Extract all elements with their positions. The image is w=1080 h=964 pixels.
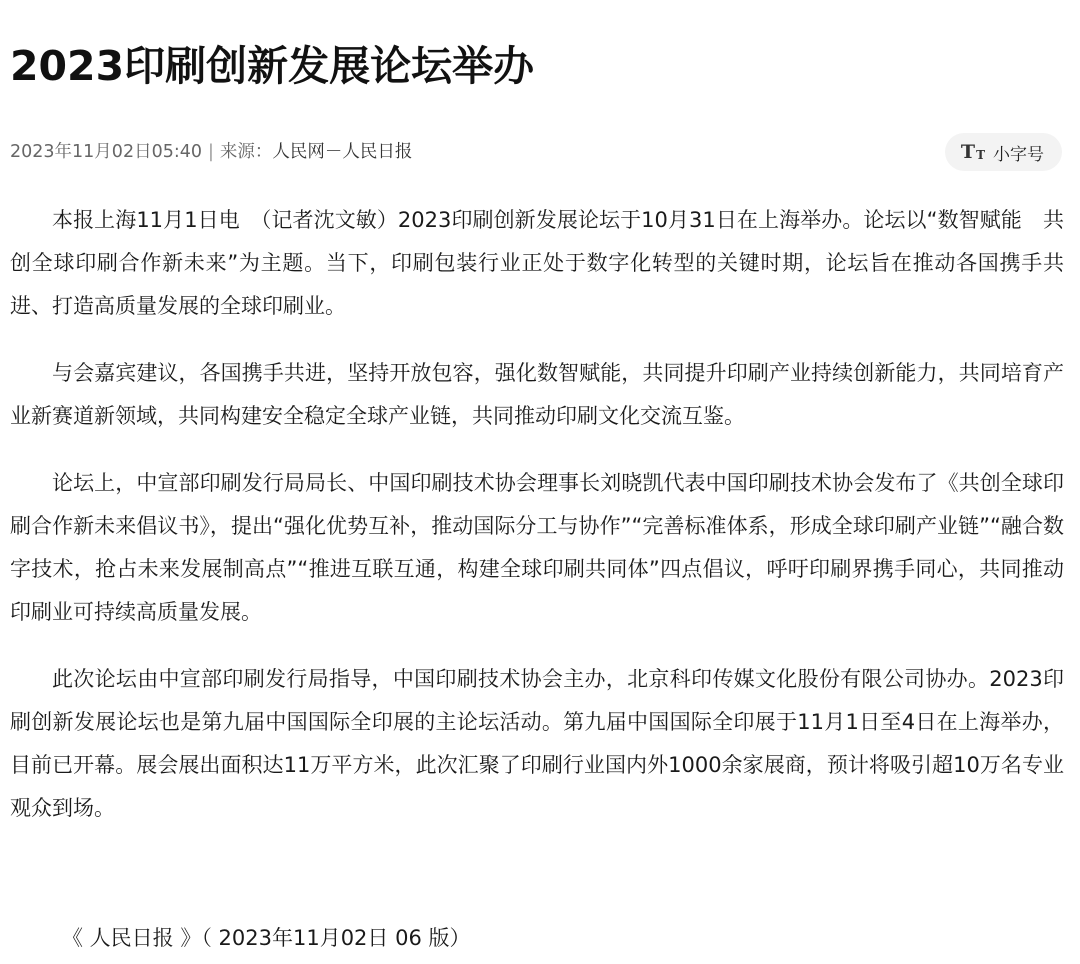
text-size-icon-big: T (960, 140, 976, 163)
text-size-icon (960, 140, 985, 163)
font-size-toggle-button[interactable] (945, 133, 1062, 171)
article-paragraph-2: 与会嘉宾建议，各国携手共进，坚持开放包容，强化数智赋能，共同提升印刷产业持续创新能力，共同培育产业新赛道新领域，共同构建安全稳定全球产业链，共同推动印刷文化交流互鉴。 (10, 361, 1064, 428)
source-value[interactable]: 人民网－人民日报 (272, 142, 413, 162)
article-body (10, 199, 1064, 854)
article-meta (10, 137, 1062, 169)
text-size-icon-small: T (976, 147, 985, 162)
publish-datetime: 2023年11月02日05:40 (10, 142, 203, 162)
source-label: 来源： (219, 142, 273, 162)
article-paragraph-3: 论坛上，中宣部印刷发行局局长、中国印刷技术协会理事长刘晓凯代表中国印刷技术协会发布了《共创全球印刷合作新未来倡议书》，提出“强化优势互补，推动国际分工与协作”“完善标准体系，形成全球印刷产业链”“融合数字技术，抢占未来发展制高点”“推进互联互通，构建全球印刷共同体”四点倡议，呼吁印刷界携手同心，共同推动印刷业可持续高质量发展。 (10, 471, 1064, 624)
font-size-toggle-label: 小字号 (993, 144, 1044, 165)
publication-citation: 《 人民日报 》（ 2023年11月02日 06 版） (62, 926, 471, 950)
article-paragraph-1: 本报上海11月1日电 （记者沈文敏）2023印刷创新发展论坛于10月31日在上海举办。论坛以“数智赋能 共创全球印刷合作新未来”为主题。当下，印刷包装行业正处于数字化转型的关键时期，论坛旨在推动各国携手共进、打造高质量发展的全球印刷业。 (10, 208, 1064, 318)
meta-line (10, 137, 412, 167)
meta-separator: | (208, 142, 214, 162)
article-title: 2023印刷创新发展论坛举办 (10, 42, 535, 90)
article-paragraph-4: 此次论坛由中宣部印刷发行局指导，中国印刷技术协会主办，北京科印传媒文化股份有限公司协办。2023印刷创新发展论坛也是第九届中国国际全印展的主论坛活动。第九届中国国际全印展于11月1日至4日在上海举办，目前已开幕。展会展出面积达11万平方米，此次汇聚了印刷行业国内外1000余家展商，预计将吸引超10万名专业观众到场。 (10, 667, 1064, 820)
